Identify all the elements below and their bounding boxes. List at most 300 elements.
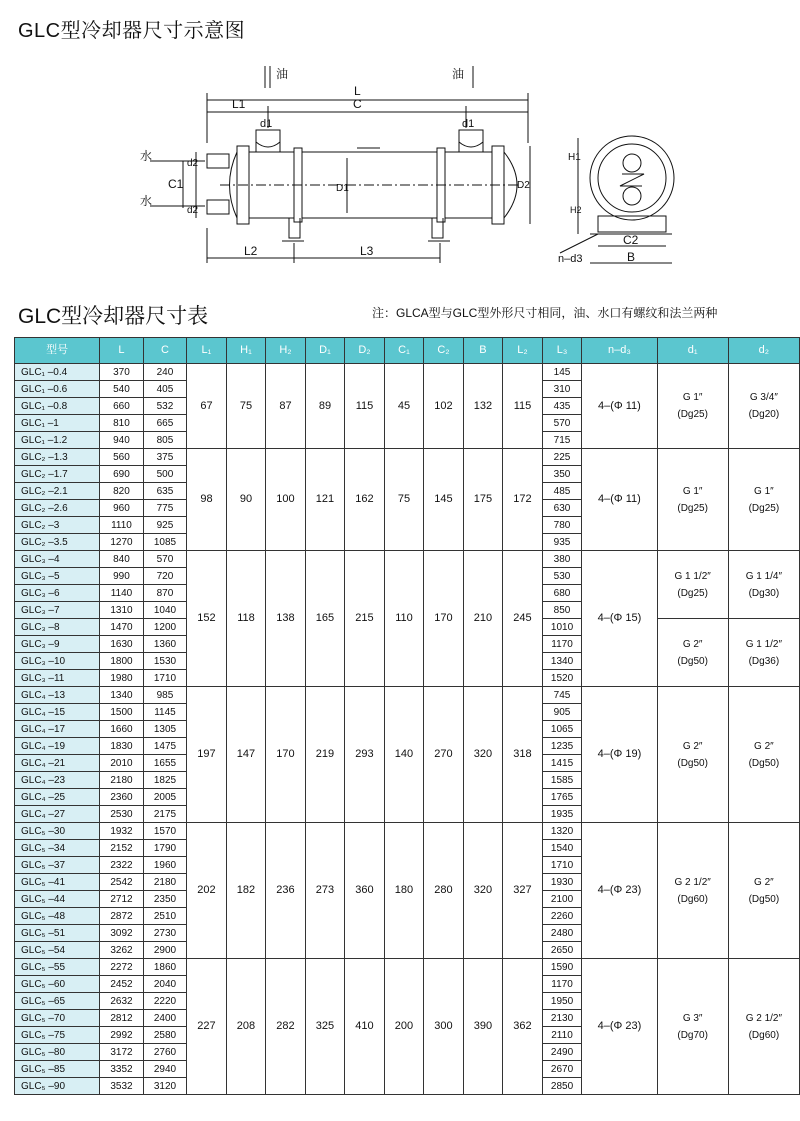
thread-size: G 2″ <box>682 638 703 650</box>
dim-H2-cell: 138 <box>266 551 306 687</box>
length-C-cell: 1790 <box>143 840 187 857</box>
dim-D1-cell: 165 <box>305 551 345 687</box>
thread-size: G 3/4″ <box>749 392 778 403</box>
thread-size: G 3″ <box>682 1012 703 1024</box>
table-row <box>15 959 800 976</box>
length-C-cell: 1475 <box>143 738 187 755</box>
dim-L: L <box>354 84 361 98</box>
model-cell: GLC₅ –60 <box>15 976 100 993</box>
dim-B: B <box>627 250 636 264</box>
dim-L2: L2 <box>244 244 258 258</box>
length-L3-cell: 1415 <box>542 755 582 772</box>
connection-d2-cell <box>728 619 799 687</box>
connection-d1-cell <box>657 449 728 551</box>
dim-C1-cell: 45 <box>384 364 424 449</box>
header-cell: H₁ <box>226 338 266 364</box>
dim-H1: H1 <box>568 152 581 163</box>
model-cell: GLC₄ –21 <box>15 755 100 772</box>
dim-H2: H2 <box>570 205 582 215</box>
length-C-cell: 1655 <box>143 755 187 772</box>
connection-d2-cell <box>728 959 799 1095</box>
dim-C2-cell: 145 <box>424 449 464 551</box>
length-L3-cell: 1935 <box>542 806 582 823</box>
length-C-cell: 635 <box>143 483 187 500</box>
model-cell: GLC₃ –4 <box>15 551 100 568</box>
dim-d1-left: d1 <box>260 118 273 130</box>
connection-d1-cell <box>657 364 728 449</box>
model-cell: GLC₄ –25 <box>15 789 100 806</box>
dim-C1-cell: 180 <box>384 823 424 959</box>
dim-B-cell: 210 <box>463 551 503 687</box>
length-L-cell: 1140 <box>100 585 144 602</box>
length-C-cell: 1710 <box>143 670 187 687</box>
connection-d1-cell <box>657 551 728 619</box>
dim-D2-cell: 410 <box>345 959 385 1095</box>
dim-H1-cell: 118 <box>226 551 266 687</box>
length-L3-cell: 1170 <box>542 976 582 993</box>
length-L-cell: 690 <box>100 466 144 483</box>
length-L-cell: 3352 <box>100 1061 144 1078</box>
model-cell: GLC₁ –0.6 <box>15 381 100 398</box>
length-L3-cell: 935 <box>542 534 582 551</box>
model-cell: GLC₃ –10 <box>15 653 100 670</box>
model-cell: GLC₂ –2.1 <box>15 483 100 500</box>
length-L3-cell: 2110 <box>542 1027 582 1044</box>
length-L3-cell: 485 <box>542 483 582 500</box>
dim-L1-cell: 98 <box>187 449 227 551</box>
model-cell: GLC₁ –0.8 <box>15 398 100 415</box>
length-C-cell: 2760 <box>143 1044 187 1061</box>
length-L-cell: 2992 <box>100 1027 144 1044</box>
dim-D1: D1 <box>336 183 349 194</box>
connection-d2-cell <box>728 551 799 619</box>
dim-B-cell: 320 <box>463 687 503 823</box>
length-L3-cell: 1320 <box>542 823 582 840</box>
table-row <box>15 823 800 840</box>
length-L3-cell: 680 <box>542 585 582 602</box>
dim-L2-cell: 318 <box>503 687 543 823</box>
length-C-cell: 375 <box>143 449 187 466</box>
length-L3-cell: 435 <box>542 398 582 415</box>
length-L3-cell: 2670 <box>542 1061 582 1078</box>
length-L3-cell: 1585 <box>542 772 582 789</box>
dim-L1-cell: 152 <box>187 551 227 687</box>
model-cell: GLC₄ –17 <box>15 721 100 738</box>
length-C-cell: 3120 <box>143 1078 187 1095</box>
length-C-cell: 1040 <box>143 602 187 619</box>
length-C-cell: 570 <box>143 551 187 568</box>
model-cell: GLC₁ –1 <box>15 415 100 432</box>
dim-L1: L1 <box>232 97 246 111</box>
length-C-cell: 2175 <box>143 806 187 823</box>
length-L-cell: 3262 <box>100 942 144 959</box>
dim-D2-cell: 115 <box>345 364 385 449</box>
nominal-diameter: (Dg30) <box>748 587 780 599</box>
thread-size: G 1″ <box>682 392 703 403</box>
length-L3-cell: 530 <box>542 568 582 585</box>
dim-B-cell: 390 <box>463 959 503 1095</box>
length-L-cell: 1110 <box>100 517 144 534</box>
length-L3-cell: 1340 <box>542 653 582 670</box>
length-C-cell: 2510 <box>143 908 187 925</box>
length-C-cell: 405 <box>143 381 187 398</box>
header-cell: B <box>463 338 503 364</box>
dim-D1-cell: 219 <box>305 687 345 823</box>
length-C-cell: 1960 <box>143 857 187 874</box>
header-cell: d₁ <box>657 338 728 364</box>
model-cell: GLC₂ –1.3 <box>15 449 100 466</box>
length-L-cell: 560 <box>100 449 144 466</box>
nominal-diameter: (Dg25) <box>748 502 780 514</box>
dim-H2-cell: 236 <box>266 823 306 959</box>
length-L-cell: 2812 <box>100 1010 144 1027</box>
length-C-cell: 240 <box>143 364 187 381</box>
connection-d2-cell <box>728 364 799 449</box>
water-bottom-label: 水 <box>140 194 153 208</box>
connection-d2-cell <box>728 823 799 959</box>
length-L3-cell: 1950 <box>542 993 582 1010</box>
thread-size: G 2 1/2″ <box>745 1012 783 1024</box>
length-L3-cell: 310 <box>542 381 582 398</box>
length-L-cell: 820 <box>100 483 144 500</box>
bolt-holes-cell: 4–(Φ 19) <box>582 687 657 823</box>
length-C-cell: 2940 <box>143 1061 187 1078</box>
length-L-cell: 1932 <box>100 823 144 840</box>
dim-L1-cell: 227 <box>187 959 227 1095</box>
model-cell: GLC₁ –1.2 <box>15 432 100 449</box>
length-C-cell: 2040 <box>143 976 187 993</box>
connection-d1-cell <box>657 959 728 1095</box>
length-L3-cell: 1930 <box>542 874 582 891</box>
length-L-cell: 2010 <box>100 755 144 772</box>
oil-in-label: 油 <box>276 67 289 81</box>
dim-d2-top: d2 <box>187 158 199 169</box>
thread-size: G 2″ <box>682 740 703 752</box>
model-cell: GLC₅ –65 <box>15 993 100 1010</box>
length-C-cell: 1145 <box>143 704 187 721</box>
length-L-cell: 3532 <box>100 1078 144 1095</box>
connection-d2-cell <box>728 449 799 551</box>
length-L-cell: 990 <box>100 568 144 585</box>
length-C-cell: 985 <box>143 687 187 704</box>
model-cell: GLC₃ –5 <box>15 568 100 585</box>
length-C-cell: 665 <box>143 415 187 432</box>
dim-d2-bottom: d2 <box>187 205 199 216</box>
header-cell: L <box>100 338 144 364</box>
model-cell: GLC₃ –9 <box>15 636 100 653</box>
dim-C2: C2 <box>623 233 639 247</box>
dim-C: C <box>353 97 362 111</box>
length-C-cell: 870 <box>143 585 187 602</box>
length-C-cell: 500 <box>143 466 187 483</box>
dim-D2-cell: 162 <box>345 449 385 551</box>
dim-H1-cell: 90 <box>226 449 266 551</box>
table-row <box>15 687 800 704</box>
length-C-cell: 805 <box>143 432 187 449</box>
length-L3-cell: 2100 <box>542 891 582 908</box>
bolt-holes-cell: 4–(Φ 15) <box>582 551 657 687</box>
thread-size: G 1″ <box>754 485 774 497</box>
dim-D2-cell: 293 <box>345 687 385 823</box>
model-cell: GLC₅ –75 <box>15 1027 100 1044</box>
table-title: GLC型冷却器尺寸表 <box>18 305 209 328</box>
model-cell: GLC₅ –41 <box>15 874 100 891</box>
header-cell: 型号 <box>15 338 100 364</box>
model-cell: GLC₅ –90 <box>15 1078 100 1095</box>
length-L-cell: 1500 <box>100 704 144 721</box>
connection-d1-cell <box>657 687 728 823</box>
length-L3-cell: 1540 <box>542 840 582 857</box>
length-L3-cell: 905 <box>542 704 582 721</box>
connection-d2-cell <box>728 687 799 823</box>
header-cell: L₃ <box>542 338 582 364</box>
dim-C2-cell: 280 <box>424 823 464 959</box>
model-cell: GLC₅ –34 <box>15 840 100 857</box>
header-cell: C <box>143 338 187 364</box>
header-cell: n–d₃ <box>582 338 657 364</box>
dim-L2-cell: 115 <box>503 364 543 449</box>
length-L-cell: 1630 <box>100 636 144 653</box>
length-L3-cell: 630 <box>542 500 582 517</box>
table-note: 注：GLCA型与GLC型外形尺寸相同，油、水口有螺纹和法兰两种 <box>372 306 718 320</box>
model-cell: GLC₅ –54 <box>15 942 100 959</box>
length-C-cell: 720 <box>143 568 187 585</box>
model-cell: GLC₄ –13 <box>15 687 100 704</box>
thread-size: G 1 1/2″ <box>674 570 711 582</box>
nominal-diameter: (Dg50) <box>677 655 708 667</box>
length-L-cell: 1340 <box>100 687 144 704</box>
model-cell: GLC₂ –2.6 <box>15 500 100 517</box>
length-L-cell: 960 <box>100 500 144 517</box>
length-C-cell: 2580 <box>143 1027 187 1044</box>
model-cell: GLC₃ –6 <box>15 585 100 602</box>
length-L-cell: 2712 <box>100 891 144 908</box>
dim-L2-cell: 327 <box>503 823 543 959</box>
thread-size: G 2 1/2″ <box>674 876 711 888</box>
length-L-cell: 1800 <box>100 653 144 670</box>
length-C-cell: 2005 <box>143 789 187 806</box>
length-L3-cell: 2260 <box>542 908 582 925</box>
model-cell: GLC₁ –0.4 <box>15 364 100 381</box>
page-title: GLC型冷却器尺寸示意图 <box>18 20 246 42</box>
dim-C1-cell: 75 <box>384 449 424 551</box>
length-L3-cell: 780 <box>542 517 582 534</box>
length-L-cell: 2632 <box>100 993 144 1010</box>
dim-D1-cell: 273 <box>305 823 345 959</box>
length-L3-cell: 745 <box>542 687 582 704</box>
nominal-diameter: (Dg60) <box>677 893 708 905</box>
oil-out-label: 油 <box>452 67 465 81</box>
thread-size: G 2″ <box>754 876 774 888</box>
model-cell: GLC₃ –7 <box>15 602 100 619</box>
length-L-cell: 2542 <box>100 874 144 891</box>
nominal-diameter: (Dg50) <box>748 757 780 769</box>
header-cell: D₂ <box>345 338 385 364</box>
length-L3-cell: 225 <box>542 449 582 466</box>
length-L3-cell: 1235 <box>542 738 582 755</box>
length-C-cell: 925 <box>143 517 187 534</box>
dim-C1-cell: 140 <box>384 687 424 823</box>
model-cell: GLC₂ –1.7 <box>15 466 100 483</box>
dim-D1-cell: 89 <box>305 364 345 449</box>
length-L3-cell: 145 <box>542 364 582 381</box>
dim-C1: C1 <box>168 177 184 191</box>
length-L-cell: 2872 <box>100 908 144 925</box>
bolt-holes-cell: 4–(Φ 11) <box>582 449 657 551</box>
length-L-cell: 2152 <box>100 840 144 857</box>
dim-L2-cell: 362 <box>503 959 543 1095</box>
length-L-cell: 2180 <box>100 772 144 789</box>
dim-L1-cell: 67 <box>187 364 227 449</box>
dim-H2-cell: 100 <box>266 449 306 551</box>
model-cell: GLC₅ –37 <box>15 857 100 874</box>
dim-D2: D2 <box>517 180 530 191</box>
length-C-cell: 2220 <box>143 993 187 1010</box>
model-cell: GLC₄ –15 <box>15 704 100 721</box>
bolt-holes-cell: 4–(Φ 23) <box>582 823 657 959</box>
header-cell: C₂ <box>424 338 464 364</box>
length-L3-cell: 1520 <box>542 670 582 687</box>
bolt-holes-cell: 4–(Φ 11) <box>582 364 657 449</box>
model-cell: GLC₅ –51 <box>15 925 100 942</box>
length-L-cell: 660 <box>100 398 144 415</box>
dim-C2-cell: 270 <box>424 687 464 823</box>
nominal-diameter: (Dg20) <box>748 409 780 420</box>
length-L3-cell: 2850 <box>542 1078 582 1095</box>
dim-H1-cell: 147 <box>226 687 266 823</box>
length-L3-cell: 715 <box>542 432 582 449</box>
length-L3-cell: 350 <box>542 466 582 483</box>
length-C-cell: 1305 <box>143 721 187 738</box>
dim-H1-cell: 75 <box>226 364 266 449</box>
dim-B-cell: 132 <box>463 364 503 449</box>
length-L3-cell: 2650 <box>542 942 582 959</box>
model-cell: GLC₅ –85 <box>15 1061 100 1078</box>
length-C-cell: 775 <box>143 500 187 517</box>
header-cell: L₁ <box>187 338 227 364</box>
dim-B-cell: 175 <box>463 449 503 551</box>
length-L-cell: 3092 <box>100 925 144 942</box>
model-cell: GLC₅ –55 <box>15 959 100 976</box>
length-C-cell: 1200 <box>143 619 187 636</box>
nominal-diameter: (Dg36) <box>748 655 780 667</box>
length-L3-cell: 1765 <box>542 789 582 806</box>
length-L3-cell: 850 <box>542 602 582 619</box>
length-C-cell: 2400 <box>143 1010 187 1027</box>
model-cell: GLC₅ –80 <box>15 1044 100 1061</box>
dim-D2-cell: 215 <box>345 551 385 687</box>
length-C-cell: 2900 <box>143 942 187 959</box>
dim-nd3: n–d3 <box>558 253 583 265</box>
header-cell: H₂ <box>266 338 306 364</box>
length-L3-cell: 1065 <box>542 721 582 738</box>
length-L-cell: 840 <box>100 551 144 568</box>
length-L-cell: 940 <box>100 432 144 449</box>
length-L-cell: 1830 <box>100 738 144 755</box>
model-cell: GLC₅ –30 <box>15 823 100 840</box>
header-cell: D₁ <box>305 338 345 364</box>
table-row <box>15 551 800 568</box>
dim-C1-cell: 200 <box>384 959 424 1095</box>
nominal-diameter: (Dg50) <box>748 893 780 905</box>
length-C-cell: 1530 <box>143 653 187 670</box>
connection-d1-cell <box>657 823 728 959</box>
length-L-cell: 2272 <box>100 959 144 976</box>
dim-H1-cell: 182 <box>226 823 266 959</box>
length-C-cell: 2730 <box>143 925 187 942</box>
length-L-cell: 3172 <box>100 1044 144 1061</box>
model-cell: GLC₂ –3 <box>15 517 100 534</box>
length-L-cell: 370 <box>100 364 144 381</box>
length-L-cell: 540 <box>100 381 144 398</box>
dim-C1-cell: 110 <box>384 551 424 687</box>
dim-L1-cell: 202 <box>187 823 227 959</box>
header-cell: L₂ <box>503 338 543 364</box>
dim-C2-cell: 300 <box>424 959 464 1095</box>
dim-D2-cell: 360 <box>345 823 385 959</box>
length-L-cell: 2530 <box>100 806 144 823</box>
length-C-cell: 2180 <box>143 874 187 891</box>
dim-D1-cell: 325 <box>305 959 345 1095</box>
length-L-cell: 810 <box>100 415 144 432</box>
length-C-cell: 1570 <box>143 823 187 840</box>
length-L-cell: 1980 <box>100 670 144 687</box>
model-cell: GLC₅ –70 <box>15 1010 100 1027</box>
model-cell: GLC₄ –19 <box>15 738 100 755</box>
length-L-cell: 2322 <box>100 857 144 874</box>
dim-D1-cell: 121 <box>305 449 345 551</box>
nominal-diameter: (Dg25) <box>677 587 708 599</box>
model-cell: GLC₃ –11 <box>15 670 100 687</box>
dim-L3: L3 <box>360 244 374 258</box>
nominal-diameter: (Dg25) <box>677 502 708 514</box>
length-C-cell: 1360 <box>143 636 187 653</box>
length-L-cell: 2452 <box>100 976 144 993</box>
header-cell: C₁ <box>384 338 424 364</box>
dim-L1-cell: 197 <box>187 687 227 823</box>
connection-d1-cell <box>657 619 728 687</box>
model-cell: GLC₂ –3.5 <box>15 534 100 551</box>
nominal-diameter: (Dg60) <box>748 1029 780 1041</box>
thread-size: G 1 1/4″ <box>745 570 783 582</box>
length-L-cell: 1660 <box>100 721 144 738</box>
model-cell: GLC₃ –8 <box>15 619 100 636</box>
thread-size: G 2″ <box>754 740 774 752</box>
model-cell: GLC₅ –44 <box>15 891 100 908</box>
model-cell: GLC₄ –23 <box>15 772 100 789</box>
length-L3-cell: 1590 <box>542 959 582 976</box>
dim-C2-cell: 102 <box>424 364 464 449</box>
cooler-dimension-drawing <box>0 48 800 293</box>
nominal-diameter: (Dg50) <box>677 757 708 769</box>
header-cell: d₂ <box>728 338 799 364</box>
length-L3-cell: 2480 <box>542 925 582 942</box>
dimension-table <box>14 337 800 1095</box>
dim-d1-right: d1 <box>462 118 475 130</box>
length-L3-cell: 1010 <box>542 619 582 636</box>
dim-L2-cell: 172 <box>503 449 543 551</box>
length-L3-cell: 1710 <box>542 857 582 874</box>
length-C-cell: 1860 <box>143 959 187 976</box>
dim-H1-cell: 208 <box>226 959 266 1095</box>
dim-H2-cell: 282 <box>266 959 306 1095</box>
model-cell: GLC₄ –27 <box>15 806 100 823</box>
table-row <box>15 449 800 466</box>
thread-size: G 1″ <box>682 485 703 497</box>
length-L3-cell: 2130 <box>542 1010 582 1027</box>
length-L3-cell: 380 <box>542 551 582 568</box>
length-L3-cell: 1170 <box>542 636 582 653</box>
